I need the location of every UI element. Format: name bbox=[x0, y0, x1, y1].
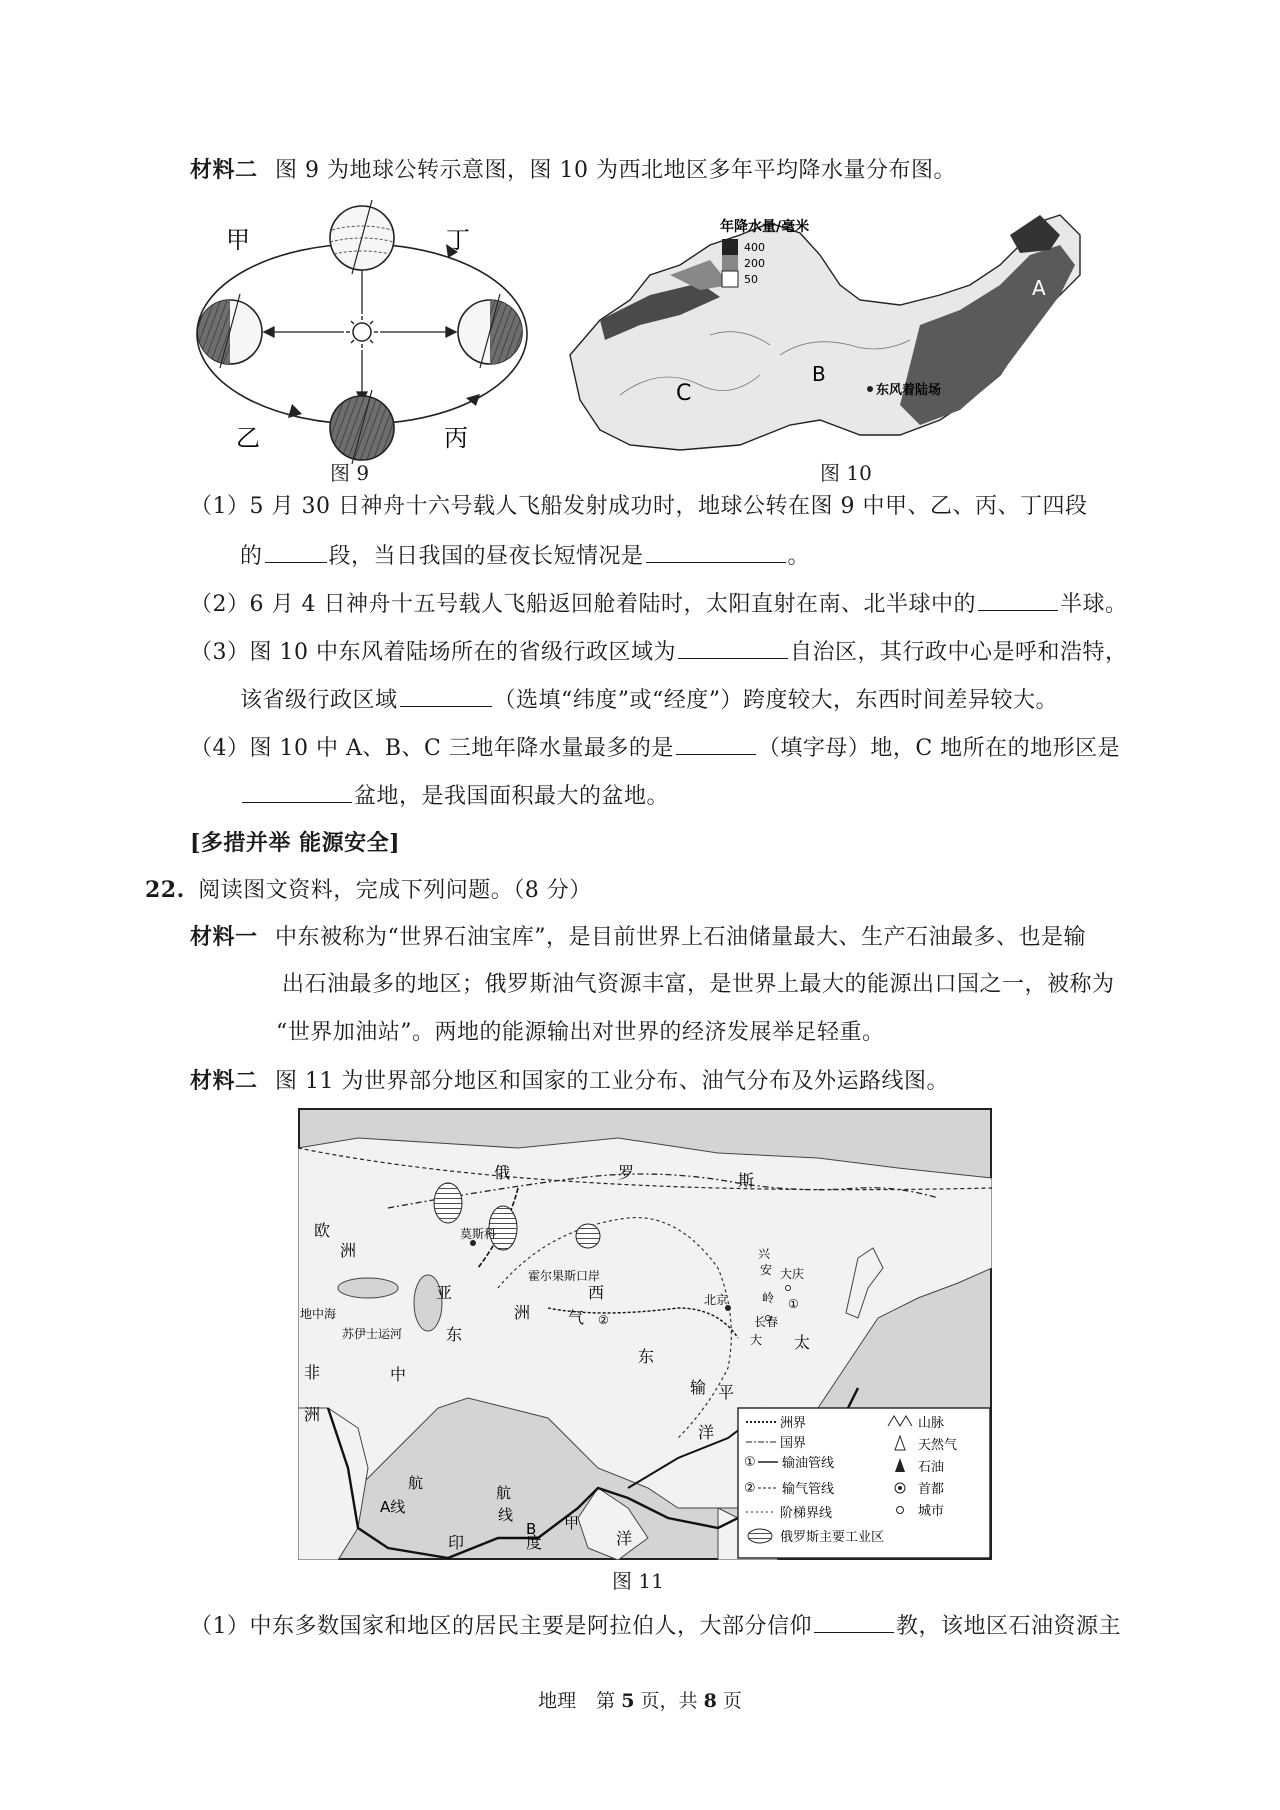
answer-blank[interactable] bbox=[676, 732, 756, 755]
high-precip-zone bbox=[900, 245, 1075, 425]
map-label: 欧 bbox=[314, 1221, 331, 1240]
map-legend bbox=[738, 1408, 990, 1558]
footer-subject: 地理 bbox=[538, 1690, 577, 1712]
legend-oil: 石油 bbox=[918, 1460, 945, 1475]
map-label: 亚 bbox=[436, 1283, 453, 1302]
map-label: 航 bbox=[408, 1474, 424, 1492]
page-footer bbox=[0, 1686, 1280, 1713]
figure-9-caption: 图 9 bbox=[330, 461, 370, 485]
map-label: 东 bbox=[638, 1347, 655, 1366]
q-text: 该省级行政区域 bbox=[240, 688, 398, 713]
answer-blank[interactable] bbox=[265, 540, 327, 563]
q21-p4-line2 bbox=[240, 780, 669, 812]
q-text: 自治区，其行政中心是呼和浩特， bbox=[789, 640, 1128, 665]
map-label: ② bbox=[598, 1313, 609, 1327]
legend-swatch-200 bbox=[722, 255, 738, 271]
map-label: B bbox=[526, 1520, 537, 1538]
map-label: 非 bbox=[304, 1363, 321, 1382]
legend-value: 50 bbox=[744, 273, 758, 286]
map-label: 霍尔果斯口岸 bbox=[528, 1269, 601, 1283]
figure-10-caption: 图 10 bbox=[820, 461, 872, 485]
legend-swatch-50 bbox=[722, 271, 738, 287]
capital-icon bbox=[898, 1486, 902, 1490]
footer-text: 页，共 bbox=[640, 1690, 698, 1712]
material2-line bbox=[190, 155, 956, 186]
map-label: 大庆 bbox=[780, 1267, 805, 1281]
q-num: （3） bbox=[190, 640, 250, 665]
figure-9-earth-revolution bbox=[180, 200, 560, 470]
earth-left bbox=[198, 294, 262, 368]
q22-material2-line bbox=[190, 1066, 949, 1097]
map-label: 线 bbox=[498, 1506, 514, 1524]
map-label: 输 bbox=[690, 1378, 707, 1397]
q21-p4-line1 bbox=[190, 732, 1120, 764]
map-label: 岭 bbox=[762, 1291, 775, 1305]
q22-material1-line2: 出石油最多的地区；俄罗斯油气资源丰富，是世界上最大的能源出口国之一，被称为 bbox=[282, 972, 1115, 997]
q-text: 。 bbox=[787, 544, 811, 569]
q-text: 教，该地区石油资源主 bbox=[896, 1614, 1122, 1639]
material-label: 材料二 bbox=[190, 157, 258, 183]
material-label: 材料二 bbox=[190, 1068, 258, 1094]
legend-mountain: 山脉 bbox=[918, 1416, 945, 1431]
answer-blank[interactable] bbox=[814, 1610, 894, 1633]
label-bing: 丙 bbox=[444, 424, 468, 452]
map-label: 洋 bbox=[616, 1529, 633, 1548]
map-label: 苏伊士运河 bbox=[342, 1327, 403, 1341]
q22-material1-line1 bbox=[190, 922, 1086, 953]
answer-blank[interactable] bbox=[678, 636, 788, 659]
map-label: 洲 bbox=[304, 1405, 321, 1424]
earth-top bbox=[330, 200, 394, 274]
figure-10-precipitation-map bbox=[560, 205, 1100, 455]
q21-p3-line2 bbox=[240, 684, 1058, 716]
legend-continent: 洲界 bbox=[780, 1416, 807, 1431]
city-legend-icon bbox=[897, 1507, 904, 1514]
q-num: （1） bbox=[190, 1614, 250, 1639]
orbit-arrow-icon bbox=[288, 404, 302, 418]
map-label: 平 bbox=[718, 1383, 735, 1402]
q-title: 阅读图文资料，完成下列问题。（8 分） bbox=[198, 878, 592, 903]
map-label: 洋 bbox=[698, 1423, 715, 1442]
legend-value: 200 bbox=[744, 257, 765, 270]
legend-country: 国界 bbox=[780, 1436, 807, 1451]
q-num: （2） bbox=[190, 592, 250, 617]
q-text: 盆地，是我国面积最大的盆地。 bbox=[354, 784, 670, 809]
figure-11-map bbox=[298, 1108, 992, 1560]
q21-p3-line1 bbox=[190, 636, 1128, 668]
map-label: 甲 bbox=[564, 1514, 580, 1532]
q-num: （1） bbox=[190, 494, 250, 519]
map-label: 地中海 bbox=[300, 1307, 337, 1321]
q-text: 段，当日我国的昼夜长短情况是 bbox=[328, 544, 644, 569]
q-text: 中东多数国家和地区的居民主要是阿拉伯人，大部分信仰 bbox=[249, 1614, 813, 1639]
map-label: 气 bbox=[568, 1308, 585, 1327]
label-a: A bbox=[1032, 276, 1046, 300]
map-label: 莫斯科 bbox=[460, 1227, 497, 1241]
city-icon bbox=[786, 1286, 791, 1291]
q22-p1-line1 bbox=[190, 1610, 1121, 1642]
q-text: （选填“纬度”或“经度”）跨度较大，东西时间差异较大。 bbox=[493, 688, 1059, 713]
map-label: A线 bbox=[380, 1498, 406, 1516]
industry-zone bbox=[576, 1224, 600, 1248]
q-text: 图 10 中东风着陆场所在的省级行政区域为 bbox=[249, 640, 676, 665]
map-label: 西 bbox=[588, 1283, 605, 1302]
legend-value: 400 bbox=[744, 241, 765, 254]
material-text: 图 11 为世界部分地区和国家的工业分布、油气分布及外运路线图。 bbox=[275, 1069, 949, 1094]
industry-zone bbox=[434, 1183, 462, 1223]
legend-industry: 俄罗斯主要工业区 bbox=[780, 1530, 885, 1545]
map-label: 东 bbox=[446, 1325, 463, 1344]
map-label: 长春 bbox=[754, 1315, 779, 1329]
map-label: 安 bbox=[760, 1263, 773, 1277]
map-label: 洲 bbox=[340, 1241, 357, 1260]
site-marker-icon bbox=[867, 386, 873, 392]
legend-step: 阶梯界线 bbox=[780, 1506, 833, 1521]
answer-blank[interactable] bbox=[978, 588, 1058, 611]
q21-p2 bbox=[190, 588, 1128, 620]
q-text: 6 月 4 日神舟十五号载人飞船返回舱着陆时，太阳直射在南、北半球中的 bbox=[249, 592, 976, 617]
footer-text: 页 bbox=[722, 1690, 742, 1712]
legend-num1: ① bbox=[744, 1455, 756, 1470]
label-jia: 甲 bbox=[226, 226, 250, 254]
legend-swatch-400 bbox=[722, 239, 738, 255]
label-yi: 乙 bbox=[236, 424, 260, 452]
map-label: 度 bbox=[526, 1533, 543, 1552]
map-label: ① bbox=[788, 1297, 799, 1311]
material-text: 中东被称为“世界石油宝库”，是目前世界上石油储量最大、生产石油最多、也是输 bbox=[275, 925, 1087, 950]
map-label: 兴 bbox=[758, 1247, 771, 1261]
q-text: （填字母）地，C 地所在的地形区是 bbox=[757, 736, 1121, 761]
legend-title: 年降水量/毫米 bbox=[720, 219, 810, 235]
map-label: 斯 bbox=[738, 1171, 755, 1190]
q21-p1-line2 bbox=[240, 540, 810, 572]
material-text: 图 9 为地球公转示意图，图 10 为西北地区多年平均降水量分布图。 bbox=[275, 158, 956, 183]
answer-blank[interactable] bbox=[242, 780, 352, 803]
orbit-arrow-icon bbox=[466, 394, 480, 406]
label-b: B bbox=[812, 362, 826, 386]
q22-title-line bbox=[145, 875, 592, 906]
label-site: 东风着陆场 bbox=[876, 383, 942, 398]
answer-blank[interactable] bbox=[646, 540, 786, 563]
black-sea bbox=[338, 1278, 398, 1298]
map-label: 俄 bbox=[494, 1163, 511, 1182]
legend-num2: ② bbox=[744, 1481, 756, 1496]
footer-text: 第 bbox=[596, 1690, 616, 1712]
sun-icon bbox=[346, 316, 378, 348]
q-text: 半球。 bbox=[1059, 592, 1128, 617]
answer-blank[interactable] bbox=[400, 684, 492, 707]
q-num: （4） bbox=[190, 736, 250, 761]
footer-page-number: 5 bbox=[621, 1690, 635, 1712]
earth-bottom bbox=[330, 390, 394, 464]
map-label: 洲 bbox=[514, 1303, 531, 1322]
legend-oil-pipe: 输油管线 bbox=[782, 1456, 835, 1471]
q-text: 的 bbox=[240, 544, 263, 569]
map-label: 大 bbox=[750, 1333, 763, 1347]
section-heading: [多措并举 能源安全] bbox=[190, 830, 400, 856]
label-ding: 丁 bbox=[446, 226, 470, 254]
legend-gas-pipe: 输气管线 bbox=[782, 1482, 835, 1497]
legend-gas: 天然气 bbox=[918, 1438, 958, 1453]
legend-city: 城市 bbox=[918, 1504, 945, 1519]
footer-total-pages: 8 bbox=[703, 1690, 717, 1712]
label-c: C bbox=[676, 381, 692, 406]
q-text: 5 月 30 日神舟十六号载人飞船发射成功时，地球公转在图 9 中甲、乙、丙、丁四段 bbox=[249, 494, 1088, 519]
legend-capital: 首都 bbox=[918, 1482, 945, 1497]
map-label: 北京 bbox=[704, 1293, 729, 1307]
map-label: 中 bbox=[390, 1365, 407, 1384]
q-number: 22. bbox=[145, 877, 185, 903]
map-label: 航 bbox=[496, 1484, 512, 1502]
q22-material1-line3: “世界加油站”。两地的能源输出对世界的经济发展举足轻重。 bbox=[276, 1020, 885, 1045]
map-label: 太 bbox=[794, 1333, 811, 1352]
material-label: 材料一 bbox=[190, 924, 258, 950]
map-label: 罗 bbox=[618, 1163, 635, 1182]
q21-p1-line1 bbox=[190, 492, 1087, 522]
map-label: 印 bbox=[448, 1533, 465, 1552]
figure-11-caption: 图 11 bbox=[612, 1569, 664, 1593]
earth-right bbox=[458, 294, 522, 368]
q-text: 图 10 中 A、B、C 三地年降水量最多的是 bbox=[249, 736, 674, 761]
